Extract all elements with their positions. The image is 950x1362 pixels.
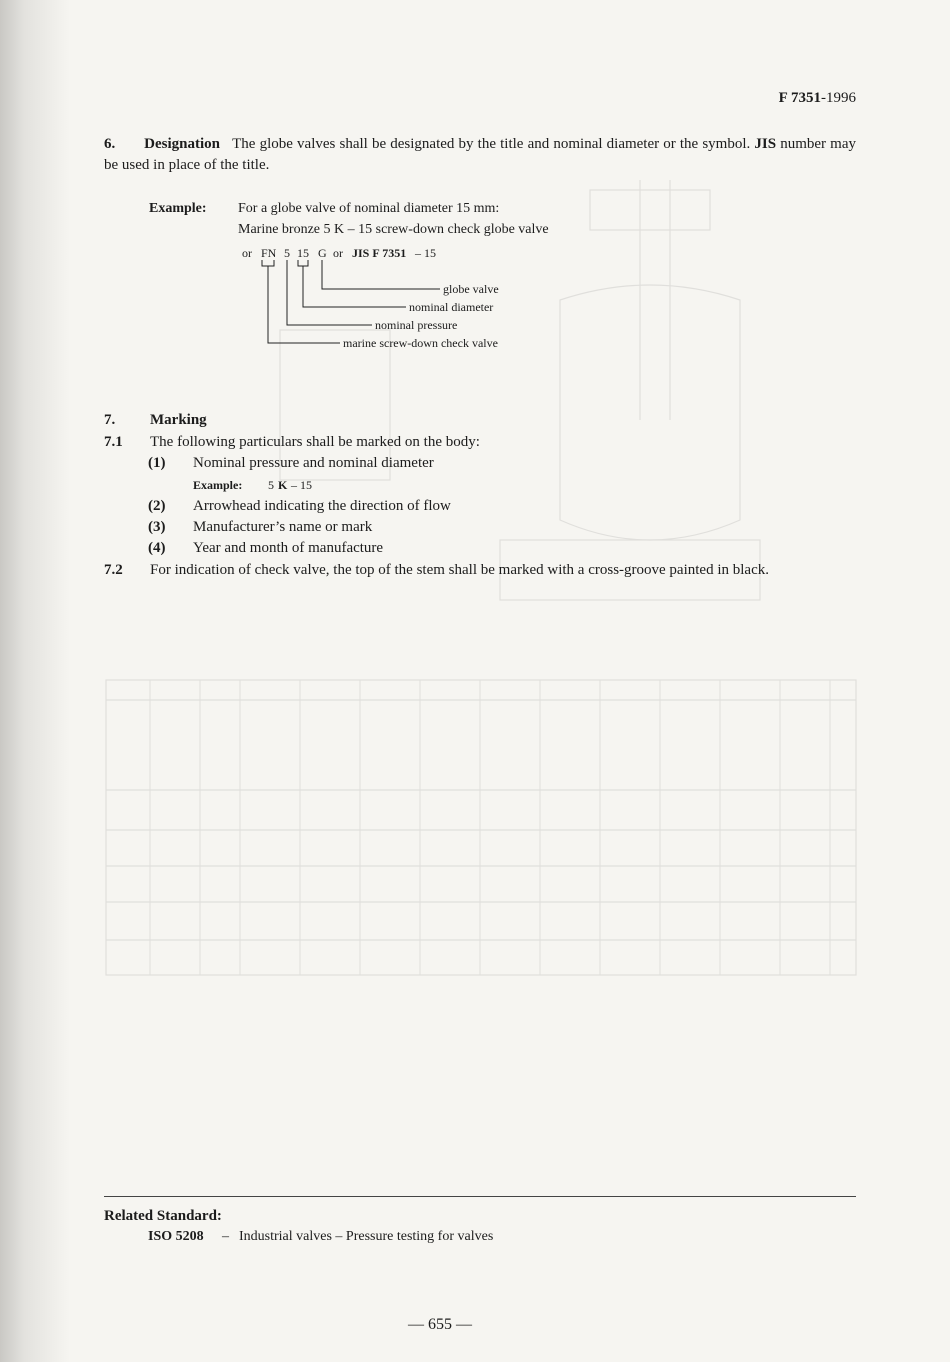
symbol-jis: JIS F 7351: [352, 246, 407, 260]
subsection-7-2-text: For indication of check valve, the top of the stem shall be marked with a cross-groove painted in black.: [150, 562, 769, 578]
list-item-3-number: (3): [148, 519, 166, 535]
list-item-4-number: (4): [148, 540, 166, 556]
section-6-text-1: The globe valves shall be designated by the title and nominal diameter or the symbol.: [232, 136, 751, 152]
callout-nominal-pressure: nominal pressure: [375, 318, 458, 332]
jis-label: JIS: [754, 136, 777, 152]
example-line-1: For a globe valve of nominal diameter 15 mm:: [238, 201, 500, 216]
symbol-nominal-diameter: 15: [297, 246, 309, 260]
callout-globe-valve: globe valve: [443, 282, 499, 296]
section-7-number: 7.: [104, 412, 116, 428]
page-number: — 655 —: [408, 1316, 472, 1333]
list-item-4-text: Year and month of manufacture: [193, 540, 384, 556]
callout-marine-check-valve: marine screw-down check valve: [343, 336, 498, 350]
section-6-title: Designation: [144, 136, 221, 152]
symbol-fn: FN: [261, 246, 277, 260]
list-item-2-number: (2): [148, 498, 166, 514]
subsection-7-2-number: 7.2: [104, 562, 123, 578]
callout-nominal-diameter: nominal diameter: [409, 300, 494, 314]
item-1-example-k: K: [278, 478, 288, 492]
symbol-or-2: or: [333, 246, 343, 260]
symbol-dash-15: – 15: [415, 246, 436, 260]
section-6-text-2: number may be used in place of the title.: [104, 136, 857, 173]
example-line-2: Marine bronze 5 K – 15 screw-down check globe valve: [238, 222, 549, 237]
related-standard-dash: –: [222, 1229, 229, 1244]
symbol-or: or: [242, 246, 252, 260]
symbol-nominal-pressure: 5: [284, 246, 290, 260]
list-item-3-text: Manufacturer’s name or mark: [193, 519, 373, 535]
example-label: Example:: [149, 201, 207, 216]
standard-code: F 7351: [778, 90, 821, 106]
related-standard-heading: Related Standard:: [104, 1208, 222, 1224]
symbol-globe: G: [318, 246, 327, 260]
related-standard-title: Industrial valves – Pressure testing for valves: [239, 1229, 494, 1244]
item-1-example-label: Example:: [193, 478, 243, 492]
subsection-7-1-number: 7.1: [104, 434, 123, 450]
item-1-example-5: 5: [268, 478, 274, 492]
standard-year: -1996: [821, 90, 856, 106]
item-1-example-15: – 15: [291, 478, 312, 492]
section-6-number: 6.: [104, 136, 116, 152]
subsection-7-1-text: The following particulars shall be marked on the body:: [150, 434, 480, 450]
list-item-1-number: (1): [148, 455, 166, 471]
list-item-1-text: Nominal pressure and nominal diameter: [193, 455, 434, 471]
section-7-title: Marking: [150, 412, 207, 428]
related-standard-rule: [104, 1196, 856, 1197]
list-item-2-text: Arrowhead indicating the direction of flow: [193, 498, 451, 514]
related-standard-code: ISO 5208: [148, 1229, 204, 1244]
